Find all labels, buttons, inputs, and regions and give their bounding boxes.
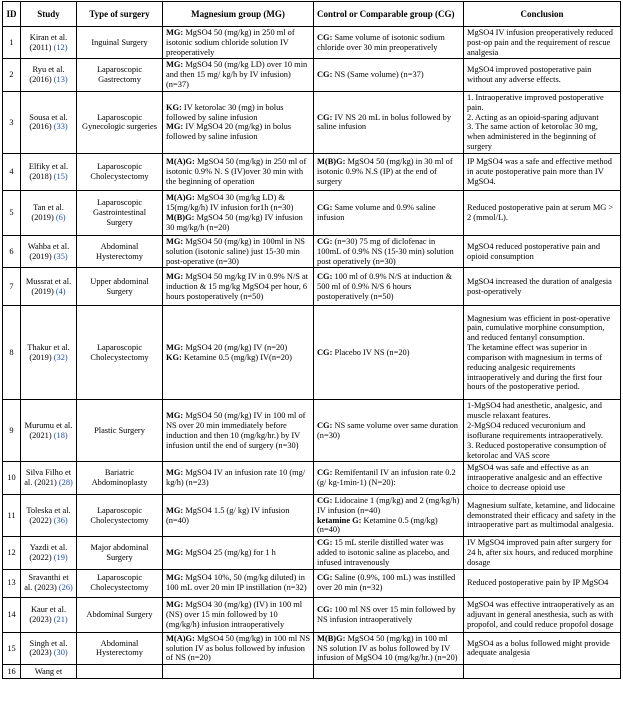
cell-id: 12 (3, 537, 21, 569)
study-name: Thakur et al. (2019) (27, 343, 70, 362)
cell-id: 5 (3, 190, 21, 235)
header-type-of-surgery: Type of surgery (77, 2, 163, 27)
table-row (3, 400, 621, 462)
cell-study (21, 235, 77, 267)
cell-magnesium-group (163, 27, 314, 59)
group-entry: M(A)G: MgSO4 50 (mg/kg) in 100 ml NS solution IV as bolus followed by infusion of NS (n=20) (166, 633, 311, 663)
table-row (3, 306, 621, 400)
group-label: M(B)G: (317, 633, 346, 643)
cell-id: 7 (3, 268, 21, 306)
group-label: CG: (317, 538, 333, 548)
conclusion-line: Magnesium sulfate, ketamine, and lidocaine demonstrated their efficacy and safety in the intraoperative part as multimodal analgesia. (467, 500, 616, 530)
group-entry: CG: (n=30) 75 mg of diclofenac in 100mL of 0.9% NS (15-30 min) solution post operatively (n=30) (317, 236, 454, 266)
conclusion-line: 2-MgSO4 reduced vecuronium and isoflurane requirements intraoperatively. (467, 421, 603, 440)
table-row (3, 665, 621, 679)
cell-conclusion (464, 462, 621, 494)
conclusion-line: 1-MgSO4 had anesthetic, analgesic, and muscle relaxant features. (467, 401, 602, 421)
study-name: Wang et (34, 666, 63, 676)
cell-id: 8 (3, 306, 21, 400)
header-magnesium-group: Magnesium group (MG) (163, 2, 314, 27)
cell-control-group (314, 537, 464, 569)
cell-type-of-surgery: Laparoscopic Cholecystectomy (77, 569, 163, 597)
group-entry: CG: 15 mL sterile distilled water was added to isotonic saline as placebo, and infused intravenously (317, 538, 450, 567)
conclusion-line: MgSO4 increased the duration of analgesia post-operatively (467, 277, 612, 296)
cell-study (21, 537, 77, 569)
cell-control-group (314, 665, 464, 679)
group-label: CG: (317, 421, 333, 431)
conclusion-line: MgSO4 was effective intraoperatively as an adjuvant in general anesthesia, such as with propofol, and could reduce propofol dosage (467, 599, 615, 629)
cell-magnesium-group (163, 632, 314, 664)
group-entry: CG: Same volume and 0.9% saline infusion (317, 203, 436, 222)
group-label: CG: (317, 112, 333, 122)
cell-type-of-surgery: Plastic Surgery (77, 400, 163, 462)
group-entry: MG: MgSO4 50 mg/kg IV in 0.9% N/S at induction & 15 mg/kg MgSO4 per hour, 6 hours postoperatively (n=50) (166, 272, 308, 301)
study-name: Kaur et al. (2023) (29, 604, 67, 624)
cell-magnesium-group (163, 190, 314, 235)
study-reference: (33) (53, 122, 68, 132)
group-label: CG: (317, 70, 333, 80)
group-label: CG: (317, 236, 333, 246)
group-entry: CG: 100 ml of 0.9% N/S at induction & 500 ml of 0.9% N/S 6 hours postoperatively (n=50) (317, 272, 453, 301)
group-entry: CG: Same volume of isotonic sodium chloride over 30 min preoperatively (317, 32, 445, 52)
group-label: CG: (317, 495, 333, 505)
cell-type-of-surgery: Laparoscopic Cholecystectomy (77, 153, 163, 190)
conclusion-line: MgSO4 IV infusion preoperatively reduced post-op pain and the requirement of rescue analgesia (467, 28, 613, 57)
group-entry: CG: Saline (0.9%, 100 mL) was instilled over 20 min (n=32) (317, 573, 456, 593)
table-row (3, 462, 621, 494)
group-label: MG: (166, 60, 184, 70)
group-entry: KG: Ketamine 0.5 (mg/kg) IV(n=20) (166, 352, 292, 362)
group-label: MG: (166, 28, 184, 37)
conclusion-line: 3. Reduced postoperative consumption of ketorolac and VAS score (467, 440, 607, 460)
cell-magnesium-group (163, 494, 314, 536)
study-reference: (36) (53, 515, 68, 525)
group-entry: M(B)G: MgSO4 50 (mg/kg) in 100 ml NS solution IV as bolus followed by IV infusion of MgSO4 10 (mg/kg/hr.) (n=20) (317, 633, 458, 663)
table-row (3, 153, 621, 190)
studies-table (2, 1, 621, 679)
cell-conclusion (464, 91, 621, 153)
group-entry: MG: MgSO4 50 (mg/kg LD) over 10 min and then 15 mg/ kg/h by IV infusion)(n=37) (166, 60, 308, 90)
table-row (3, 569, 621, 597)
cell-type-of-surgery: Abdominal Hysterectomy (77, 632, 163, 664)
cell-magnesium-group (163, 235, 314, 267)
conclusion-line: IP MgSO4 was a safe and effective method in acute postoperative pain more than IV MgSO4. (467, 157, 612, 186)
cell-conclusion (464, 306, 621, 400)
cell-study (21, 91, 77, 153)
study-name: Wahba et al. (2019) (27, 241, 70, 261)
group-entry: KG: IV ketorolac 30 (mg) in bolus followed by saline infusion (166, 102, 284, 122)
cell-magnesium-group (163, 59, 314, 91)
study-reference: (18) (53, 430, 68, 440)
group-entry: MG: MgSO4 20 (mg/kg) IV (n=20) (166, 343, 288, 353)
cell-conclusion (464, 597, 621, 632)
cell-magnesium-group (163, 462, 314, 494)
cell-control-group (314, 569, 464, 597)
group-entry: CG: IV NS 20 mL in bolus followed by saline infusion (317, 112, 452, 132)
group-entry: MG: MgSO4 IV an infusion rate 10 (mg/ kg/h) (n=23) (166, 468, 306, 488)
study-name: Tan et al. (2019) (31, 203, 64, 222)
group-entry: ketamine G: Ketamine 0.5 (mg/kg) (n=40) (317, 515, 438, 535)
header-conclusion: Conclusion (464, 2, 621, 27)
study-reference: (15) (53, 171, 68, 181)
cell-type-of-surgery: Abdominal Surgery (77, 597, 163, 632)
group-label: MG: (166, 548, 184, 558)
group-label: M(B)G: (317, 157, 346, 167)
cell-type-of-surgery: Major abdominal Surgery (77, 537, 163, 569)
cell-conclusion (464, 632, 621, 664)
group-entry: M(A)G: MgSO4 50 (mg/kg) in 250 ml of isotonic 0.9% N. S (IV)over 30 min with the beginning of operation (166, 157, 307, 186)
group-entry: M(B)G: MgSO4 50 (mg/kg) IV infusion 30 mg/kg/h (n=20) (166, 212, 303, 232)
conclusion-line: 2. Acting as an opioid-sparing adjuvant (467, 112, 599, 122)
group-label: MG: (166, 343, 184, 353)
cell-type-of-surgery: Laparoscopic Cholecystectomy (77, 494, 163, 536)
cell-study (21, 462, 77, 494)
cell-study (21, 494, 77, 536)
cell-id: 4 (3, 153, 21, 190)
cell-type-of-surgery (77, 665, 163, 679)
study-reference: (13) (53, 75, 68, 85)
cell-conclusion (464, 537, 621, 569)
cell-type-of-surgery: Abdominal Hysterectomy (77, 235, 163, 267)
group-label: M(B)G: (166, 212, 195, 222)
cell-study (21, 190, 77, 235)
cell-id: 9 (3, 400, 21, 462)
cell-control-group (314, 597, 464, 632)
study-name: Yazdi et al. (2022) (29, 543, 68, 562)
study-reference: (6) (55, 212, 66, 222)
study-name: Toleska et al. (2022) (26, 505, 71, 525)
cell-id: 1 (3, 27, 21, 59)
study-name: Murumu et al. (2021) (24, 421, 73, 440)
cell-type-of-surgery: Laparoscopic Gynecologic surgeries (77, 91, 163, 153)
cell-study (21, 153, 77, 190)
cell-study (21, 632, 77, 664)
group-label: M(A)G: (166, 157, 195, 167)
study-reference: (12) (53, 42, 68, 52)
group-label: M(A)G: (166, 193, 195, 203)
group-entry: CG: 100 ml NS over 15 min followed by NS infusion intraoperatively (317, 604, 456, 624)
cell-control-group (314, 400, 464, 462)
cell-control-group (314, 59, 464, 91)
group-entry: CG: NS (Same volume) (n=37) (317, 70, 424, 80)
table-body (3, 27, 621, 679)
cell-control-group (314, 632, 464, 664)
group-label: ketamine G: (317, 515, 362, 525)
cell-conclusion (464, 235, 621, 267)
cell-conclusion (464, 569, 621, 597)
group-label: MG: (166, 272, 184, 282)
group-label: CG: (317, 203, 333, 213)
group-entry: MG: MgSO4 30 (mg/kg) (IV) in 100 ml (NS) over 15 min followed by 10 (mg/kg/h) infusion intraoperatively (166, 599, 303, 629)
header-id: ID (3, 2, 21, 27)
cell-magnesium-group (163, 400, 314, 462)
table-row (3, 91, 621, 153)
study-name: Singh et al. (2023) (29, 638, 68, 658)
cell-type-of-surgery: Laparoscopic Cholecystectomy (77, 306, 163, 400)
study-name: Ryu et al. (2016) (29, 65, 65, 85)
cell-control-group (314, 27, 464, 59)
cell-magnesium-group (163, 537, 314, 569)
cell-conclusion (464, 268, 621, 306)
cell-conclusion (464, 27, 621, 59)
group-entry: MG: IV MgSO4 20 (mg/kg) in bolus followed by saline infusion (166, 122, 292, 142)
group-label: KG: (166, 102, 182, 112)
cell-conclusion (464, 153, 621, 190)
study-reference: (32) (53, 352, 68, 362)
header-study: Study (21, 2, 77, 27)
cell-id: 3 (3, 91, 21, 153)
group-label: CG: (317, 604, 333, 614)
table-row (3, 235, 621, 267)
cell-control-group (314, 462, 464, 494)
group-entry: CG: Placebo IV NS (n=20) (317, 348, 410, 357)
study-reference: (28) (58, 478, 73, 488)
study-reference: (19) (53, 552, 68, 562)
group-entry: CG: NS same volume over same duration (n=30) (317, 421, 458, 440)
group-label: KG: (166, 352, 182, 362)
cell-id: 11 (3, 494, 21, 536)
cell-magnesium-group (163, 153, 314, 190)
cell-conclusion (464, 59, 621, 91)
group-label: MG: (166, 599, 184, 609)
study-name: Mussrat et al. (2019) (25, 277, 72, 296)
conclusion-line: Reduced postoperative pain by IP MgSO4 (467, 578, 609, 588)
conclusion-line: MgSO4 as a bolus followed might provide adequate analgesia (467, 638, 610, 658)
table-row (3, 190, 621, 235)
cell-type-of-surgery: Inguinal Surgery (77, 27, 163, 59)
group-label: MG: (166, 573, 184, 583)
cell-magnesium-group (163, 91, 314, 153)
conclusion-line: MgSO4 reduced postoperative pain and opioid consumption (467, 241, 601, 261)
table-row (3, 494, 621, 536)
group-label: CG: (317, 573, 333, 583)
cell-study (21, 569, 77, 597)
table-row (3, 632, 621, 664)
cell-type-of-surgery: Laparoscopic Gastrectomy (77, 59, 163, 91)
table-row (3, 537, 621, 569)
group-label: M(A)G: (166, 633, 195, 643)
study-name: Sousa et al. (2016) (29, 112, 68, 132)
cell-study (21, 59, 77, 91)
header-control-group: Control or Comparable group (CG) (314, 2, 464, 27)
study-name: Silva Filho et al. (2021) (24, 468, 72, 488)
table-row (3, 59, 621, 91)
cell-conclusion (464, 400, 621, 462)
cell-control-group (314, 268, 464, 306)
conclusion-line: IV MgSO4 improved pain after surgery for 24 h, after six hours, and reduced morphine dosage (467, 538, 613, 567)
cell-study (21, 27, 77, 59)
cell-control-group (314, 190, 464, 235)
group-label: MG: (166, 411, 184, 421)
cell-magnesium-group (163, 597, 314, 632)
cell-id: 10 (3, 462, 21, 494)
cell-type-of-surgery: Laparoscopic Gastrointestinal Surgery (77, 190, 163, 235)
group-entry: M(A)G: MgSO4 30 (mg/kg LD) & 15(mg/kg/h) IV infusion for1h (n=30) (166, 193, 294, 213)
study-name: Elfiky et al. (2018) (28, 162, 69, 181)
cell-type-of-surgery: Upper abdominal Surgery (77, 268, 163, 306)
cell-control-group (314, 235, 464, 267)
cell-id: 13 (3, 569, 21, 597)
group-label: CG: (317, 468, 333, 478)
group-entry: CG: Remifentanil IV an infusion rate 0.2 (g/ kg-1min-1) (N=20): (317, 468, 456, 488)
group-entry: CG: Lidocaine 1 (mg/kg) and 2 (mg/kg/h) IV infusion (n=40) (317, 495, 460, 515)
study-name: Kiran et al. (2011) (29, 32, 68, 52)
table-row (3, 27, 621, 59)
group-entry: M(B)G: MgSO4 50 (mg/kg) in 30 ml of isotonic 0.9% N.S (IP) at the end of surgery (317, 157, 453, 186)
conclusion-line: 3. The same action of ketorolac 30 mg, when administered in the beginning of surgery (467, 122, 598, 152)
cell-control-group (314, 494, 464, 536)
cell-magnesium-group (163, 268, 314, 306)
cell-study (21, 268, 77, 306)
conclusion-line: 1. Intraoperative improved postoperative pain. (467, 92, 604, 112)
study-reference: (35) (53, 251, 68, 261)
cell-study (21, 597, 77, 632)
conclusion-line: Reduced postoperative pain at serum MG > 2 (mmol/L). (467, 203, 614, 222)
cell-id: 15 (3, 632, 21, 664)
cell-id: 14 (3, 597, 21, 632)
cell-control-group (314, 306, 464, 400)
group-entry: MG: MgSO4 1.5 (g/ kg) IV infusion (n=40) (166, 505, 290, 525)
study-reference: (21) (53, 614, 68, 624)
cell-magnesium-group (163, 306, 314, 400)
group-label: MG: (166, 505, 184, 515)
cell-conclusion (464, 190, 621, 235)
group-label: CG: (317, 348, 333, 357)
group-label: CG: (317, 272, 333, 282)
study-name: Sravanthi et al. (2023) (24, 573, 69, 593)
study-reference: (4) (55, 286, 66, 296)
group-entry: MG: MgSO4 50 (mg/kg) IV in 100 ml of NS over 20 min immediately before induction and then 10 (mg/kg/hr.) by IV infusion until the end of surgery (n=30) (166, 411, 306, 450)
group-label: MG: (166, 468, 184, 478)
header-row (3, 2, 621, 27)
study-reference: (26) (58, 583, 73, 593)
group-label: MG: (166, 122, 184, 132)
study-reference: (30) (53, 648, 68, 658)
cell-magnesium-group (163, 569, 314, 597)
conclusion-line: Magnesium was efficient in post-operative pain, cumulative morphine consumption, and reduced fentanyl consumption. (467, 313, 611, 343)
conclusion-line: MgSO4 improved postoperative pain without any adverse effects. (467, 65, 592, 85)
table-row (3, 268, 621, 306)
table-row (3, 597, 621, 632)
conclusion-line: The ketamine effect was superior in comparison with magnesium in terms of reducing analgesic requirements intraoperatively and during the first four hours of the postoperative period. (467, 343, 603, 392)
cell-study (21, 665, 77, 679)
cell-id: 16 (3, 665, 21, 679)
cell-magnesium-group (163, 665, 314, 679)
group-label: MG: (166, 236, 184, 246)
group-entry: MG: MgSO4 10%, 50 (mg/kg diluted) in 100 mL over 20 min IP instillation (n=32) (166, 573, 307, 593)
cell-type-of-surgery: Bariatric Abdominoplasty (77, 462, 163, 494)
cell-conclusion (464, 665, 621, 679)
cell-control-group (314, 91, 464, 153)
group-entry: MG: MgSO4 50 (mg/kg) in 250 ml of isotonic sodium chloride solution IV preoperatively (166, 28, 295, 57)
conclusion-line: MgSO4 was safe and effective as an intraoperative analgesic and an effective choice to decrease opioid use (467, 463, 603, 493)
cell-id: 6 (3, 235, 21, 267)
group-entry: MG: MgSO4 25 (mg/kg) for 1 h (166, 548, 276, 558)
cell-id: 2 (3, 59, 21, 91)
cell-study (21, 306, 77, 400)
cell-study (21, 400, 77, 462)
cell-conclusion (464, 494, 621, 536)
cell-control-group (314, 153, 464, 190)
group-label: CG: (317, 32, 333, 42)
group-entry: MG: MgSO4 50 (mg/kg) in 100ml in NS solution (isotonic saline) just 15-30 min post-operative (n=30) (166, 236, 305, 266)
